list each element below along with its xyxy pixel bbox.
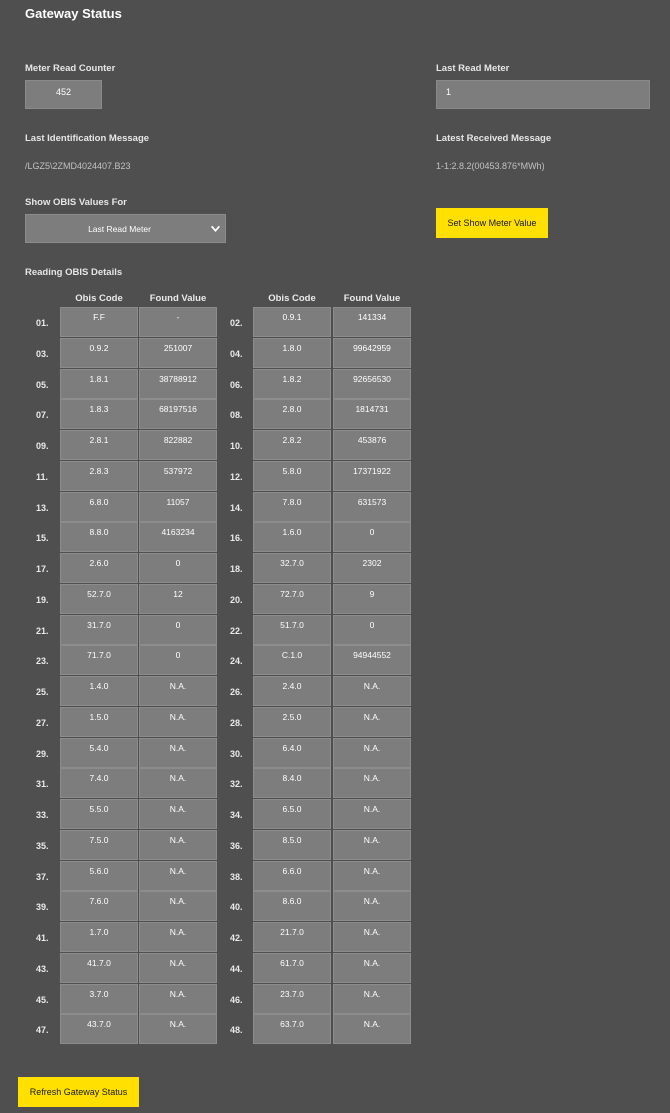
show-obis-selected-value: Last Read Meter [88,223,151,234]
obis-found-value-cell: 4163234 [139,522,217,552]
obis-code-cell: 7.4.0 [60,768,138,798]
obis-row-number: 11. [36,471,49,482]
obis-code-cell: 6.4.0 [253,738,331,768]
obis-found-value-cell: N.A. [333,738,411,768]
obis-row-number: 36. [230,840,243,851]
obis-row-number: 39. [36,902,49,913]
obis-code-cell: 1.4.0 [60,676,138,706]
obis-row-number: 27. [36,717,49,728]
obis-row-number: 14. [230,502,243,513]
chevron-down-icon [210,223,221,234]
obis-found-value-cell: N.A. [333,922,411,952]
obis-found-value-cell: 1814731 [333,399,411,429]
obis-code-cell: 2.8.0 [253,399,331,429]
obis-row-number: 34. [230,810,243,820]
obis-code-cell: 1.8.0 [253,338,331,368]
obis-code-cell: 5.8.0 [253,461,331,491]
obis-code-cell: 41.7.0 [60,953,138,983]
obis-row-number: 17. [36,564,49,574]
obis-code-cell: 0.9.1 [253,307,331,337]
obis-row-number: 37. [36,871,49,882]
obis-code-cell: 21.7.0 [253,922,331,952]
obis-row-number: 45. [36,994,49,1005]
obis-code-cell: 23.7.0 [253,984,331,1014]
obis-found-value-cell: N.A. [333,676,411,706]
obis-found-value-cell: N.A. [139,707,217,737]
obis-found-value-cell: 9 [333,584,411,614]
obis-found-value-cell: N.A. [333,707,411,737]
obis-code-cell: 2.5.0 [253,707,331,737]
obis-row-number: 47. [36,1025,49,1036]
obis-code-cell: 1.6.0 [253,522,331,552]
obis-code-cell: 7.6.0 [60,891,138,921]
obis-found-value-cell: 68197516 [139,399,217,429]
obis-header-value-left: Found Value [149,293,207,304]
obis-code-cell: 6.6.0 [253,861,331,891]
obis-found-value-cell: 0 [333,615,411,645]
obis-found-value-cell: N.A. [139,768,217,798]
obis-found-value-cell: 92656530 [333,369,411,399]
obis-row-number: 32. [230,779,243,790]
obis-code-cell: 8.6.0 [253,891,331,921]
obis-row-number: 31. [36,779,49,790]
obis-found-value-cell: 251007 [139,338,217,368]
obis-code-cell: 2.6.0 [60,553,138,583]
obis-found-value-cell: 453876 [333,430,411,460]
obis-row-number: 41. [36,933,49,943]
obis-found-value-cell: N.A. [139,830,217,860]
latest-received-value: 1-1:2.8.2(00453.876*MWh) [436,161,545,171]
obis-code-cell: 1.7.0 [60,922,138,952]
obis-row-number: 05. [36,379,49,390]
obis-code-cell: 1.5.0 [60,707,138,737]
obis-found-value-cell: 11057 [139,492,217,522]
obis-row-number: 21. [36,625,49,636]
obis-found-value-cell: 537972 [139,461,217,491]
obis-code-cell: 7.5.0 [60,830,138,860]
obis-code-cell: 71.7.0 [60,645,138,675]
obis-found-value-cell: 0 [333,522,411,552]
obis-found-value-cell: N.A. [139,984,217,1014]
obis-found-value-cell: N.A. [139,799,217,829]
obis-code-cell: 0.9.2 [60,338,138,368]
obis-found-value-cell: N.A. [139,738,217,768]
last-read-meter-label: Last Read Meter [436,63,510,74]
obis-found-value-cell: N.A. [333,768,411,798]
obis-header-code-right: Obis Code [268,293,316,304]
obis-found-value-cell: 0 [139,553,217,583]
obis-found-value-cell: N.A. [139,891,217,921]
obis-code-cell: 63.7.0 [253,1014,331,1044]
meter-read-counter-field[interactable]: 452 [25,80,102,109]
obis-found-value-cell: N.A. [333,891,411,921]
obis-code-cell: 3.7.0 [60,984,138,1014]
obis-code-cell: 32.7.0 [253,553,331,583]
obis-row-number: 06. [230,379,243,390]
obis-row-number: 16. [230,533,243,544]
obis-row-number: 42. [230,933,243,943]
obis-code-cell: 1.8.1 [60,369,138,399]
last-identification-label: Last Identification Message [25,133,150,144]
obis-code-cell: 5.5.0 [60,799,138,829]
obis-code-cell: 2.8.2 [253,430,331,460]
obis-found-value-cell: N.A. [333,984,411,1014]
obis-row-number: 07. [36,410,49,421]
obis-row-number: 10. [230,441,243,451]
obis-row-number: 12. [230,471,243,482]
page-title: Gateway Status [25,6,122,21]
obis-code-cell: 1.8.3 [60,399,138,429]
obis-code-cell: 43.7.0 [60,1014,138,1044]
obis-row-number: 46. [230,994,243,1005]
obis-row-number: 09. [36,441,49,451]
show-obis-select[interactable] [25,214,226,243]
obis-found-value-cell: 0 [139,645,217,675]
obis-row-number: 48. [230,1025,243,1036]
refresh-gateway-status-button[interactable]: Refresh Gateway Status [18,1077,139,1107]
obis-found-value-cell: N.A. [139,676,217,706]
obis-found-value-cell: N.A. [333,1014,411,1044]
meter-read-counter-label: Meter Read Counter [25,63,116,74]
obis-row-number: 24. [230,656,243,667]
obis-details-label: Reading OBIS Details [25,267,123,278]
last-identification-value: /LGZ5\2ZMD4024407.B23 [25,161,131,171]
obis-found-value-cell: 2302 [333,553,411,583]
obis-code-cell: 7.8.0 [253,492,331,522]
obis-header-code-left: Obis Code [75,293,123,304]
obis-row-number: 38. [230,871,243,882]
obis-found-value-cell: 94944552 [333,645,411,675]
obis-row-number: 02. [230,318,243,328]
obis-row-number: 44. [230,963,243,974]
obis-code-cell: 5.6.0 [60,861,138,891]
obis-row-number: 19. [36,594,49,605]
obis-row-number: 23. [36,656,49,667]
obis-row-number: 40. [230,902,243,913]
obis-code-cell: 5.4.0 [60,738,138,768]
obis-row-number: 25. [36,687,49,697]
obis-code-cell: 1.8.2 [253,369,331,399]
show-obis-label: Show OBIS Values For [25,197,127,208]
obis-found-value-cell: N.A. [139,922,217,952]
obis-code-cell: 8.5.0 [253,830,331,860]
obis-code-cell: 52.7.0 [60,584,138,614]
obis-found-value-cell: 631573 [333,492,411,522]
obis-found-value-cell: 17371922 [333,461,411,491]
obis-found-value-cell: N.A. [333,953,411,983]
obis-row-number: 20. [230,594,243,605]
set-show-meter-value-button[interactable]: Set Show Meter Value [436,208,548,238]
obis-code-cell: 31.7.0 [60,615,138,645]
obis-code-cell: 8.4.0 [253,768,331,798]
obis-found-value-cell: 38788912 [139,369,217,399]
obis-row-number: 33. [36,810,49,820]
latest-received-label: Latest Received Message [436,133,552,144]
obis-header-value-right: Found Value [343,293,401,304]
obis-found-value-cell: N.A. [333,830,411,860]
obis-row-number: 29. [36,748,49,759]
obis-code-cell: 6.8.0 [60,492,138,522]
obis-row-number: 22. [230,625,243,636]
obis-found-value-cell: 0 [139,615,217,645]
obis-row-number: 30. [230,748,243,759]
obis-row-number: 43. [36,963,49,974]
obis-row-number: 08. [230,410,243,421]
obis-found-value-cell: N.A. [333,799,411,829]
obis-code-cell: 61.7.0 [253,953,331,983]
obis-code-cell: 2.4.0 [253,676,331,706]
obis-row-number: 18. [230,564,243,574]
obis-row-number: 15. [36,533,49,544]
obis-row-number: 28. [230,717,243,728]
obis-found-value-cell: 141334 [333,307,411,337]
obis-code-cell: 2.8.1 [60,430,138,460]
obis-row-number: 26. [230,687,243,697]
obis-found-value-cell: 12 [139,584,217,614]
obis-code-cell: 2.8.3 [60,461,138,491]
obis-code-cell: C.1.0 [253,645,331,675]
obis-code-cell: 8.8.0 [60,522,138,552]
obis-code-cell: 72.7.0 [253,584,331,614]
obis-found-value-cell: 822882 [139,430,217,460]
obis-found-value-cell: 99642959 [333,338,411,368]
obis-found-value-cell: - [139,307,217,337]
obis-row-number: 04. [230,348,243,359]
obis-found-value-cell: N.A. [139,953,217,983]
obis-code-cell: F.F [60,307,138,337]
obis-row-number: 01. [36,318,49,328]
last-read-meter-field[interactable]: 1 [436,80,650,109]
obis-row-number: 35. [36,840,49,851]
obis-found-value-cell: N.A. [139,1014,217,1044]
obis-found-value-cell: N.A. [139,861,217,891]
obis-code-cell: 51.7.0 [253,615,331,645]
obis-code-cell: 6.5.0 [253,799,331,829]
obis-found-value-cell: N.A. [333,861,411,891]
obis-row-number: 03. [36,348,49,359]
obis-row-number: 13. [36,502,49,513]
